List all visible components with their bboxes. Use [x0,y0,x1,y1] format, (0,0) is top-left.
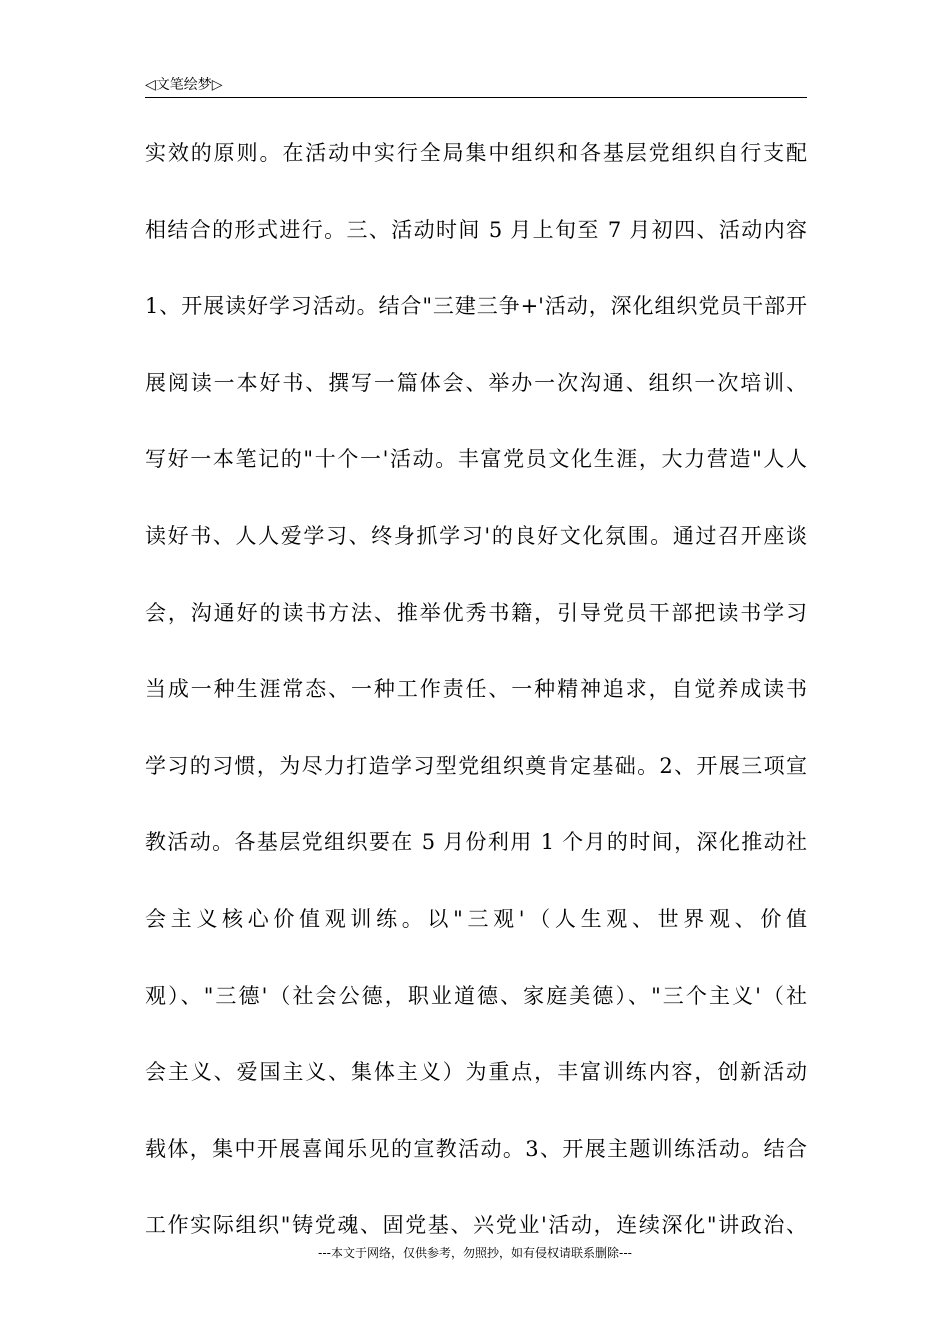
header-divider [145,97,807,98]
page-footer: ---本文于网络，仅供参考，勿照抄，如有侵权请联系删除--- [318,1246,632,1260]
body-line: 会主义、爱国主义、集体主义）为重点，丰富训练内容，创新活动 [145,1060,807,1085]
page-header [145,72,807,98]
body-line: 实效的原则。在活动中实行全局集中组织和各基层党组织自行支配 [145,141,807,165]
body-line: 教活动。各基层党组织要在 5 月份利用 1 个月的时间，深化推动社 [145,830,807,855]
body-line: 读好书、人人爱学习、终身抓学习'的良好文化氛围。通过召开座谈 [145,523,807,548]
body-line: 会主义核心价值观训练。以"三观'（人生观、世界观、价值 [145,906,807,931]
body-line: 1、开展读好学习活动。结合"三建三争+'活动，深化组织党员干部开 [145,294,807,319]
body-line: 观）、"三德'（社会公德，职业道德、家庭美德）、"三个主义'（社 [145,983,807,1008]
body-line: 相结合的形式进行。三、活动时间 5 月上旬至 7 月初四、活动内容 [145,217,807,242]
body-line: 展阅读一本好书、撰写一篇体会、举办一次沟通、组织一次培训、 [145,370,807,395]
body-text [145,131,807,1280]
body-line: 当成一种生涯常态、一种工作责任、一种精神追求，自觉养成读书 [145,677,807,702]
body-line: 学习的习惯，为尽力打造学习型党组织奠肯定基础。2、开展三项宣 [145,753,807,778]
body-line: 写好一本笔记的"十个一'活动。丰富党员文化生涯，大力营造"人人 [145,447,807,472]
body-line: 载体，集中开展喜闻乐见的宣教活动。3、开展主题训练活动。结合 [145,1136,807,1161]
body-line: 工作实际组织"铸党魂、固党基、兴党业'活动，连续深化"讲政治、 [145,1213,807,1238]
header-title: ◁文笔绘梦▷ [145,77,223,93]
body-line: 会，沟通好的读书方法、推举优秀书籍，引导党员干部把读书学习 [145,600,807,625]
